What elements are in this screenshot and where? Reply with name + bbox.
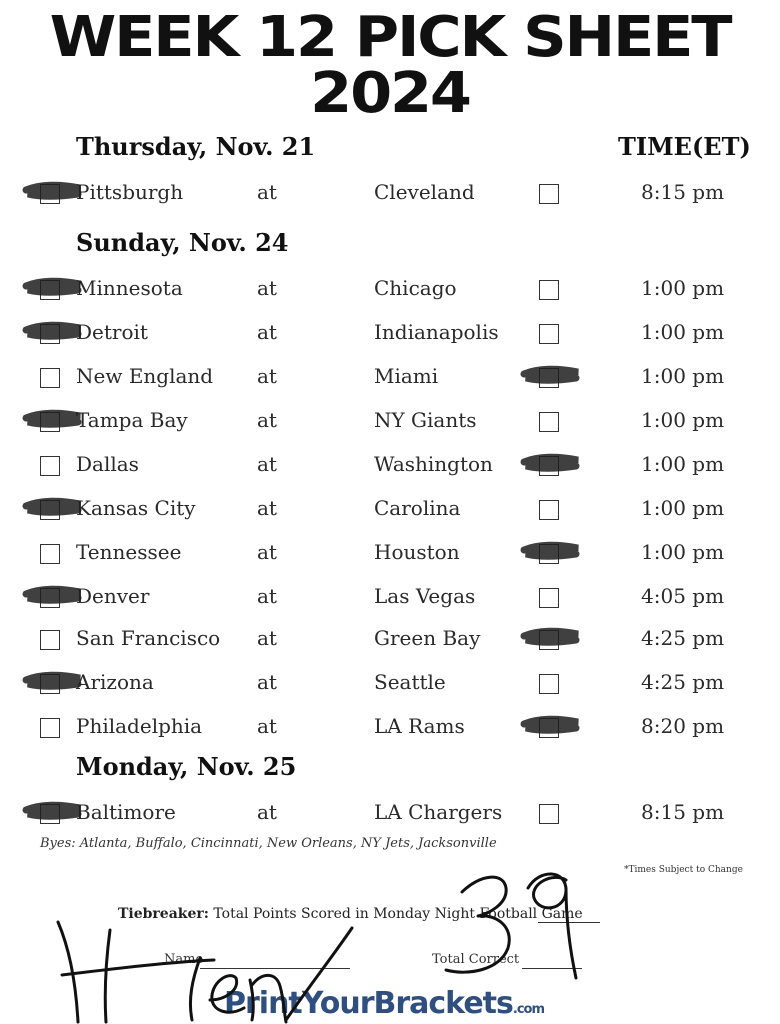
home-team: Chicago (374, 276, 457, 300)
game-time: 1:00 pm (641, 408, 725, 432)
home-pick-checkbox[interactable] (539, 184, 559, 204)
game-row (0, 796, 780, 832)
game-time: 4:25 pm (641, 670, 725, 694)
away-pick-checkbox[interactable] (40, 456, 60, 476)
tiebreaker-line (118, 906, 583, 922)
time-header: TIME(ET) (618, 132, 751, 161)
game-time: 8:20 pm (641, 714, 725, 738)
away-team: New England (76, 364, 214, 388)
home-team: Cleveland (374, 180, 475, 204)
away-team: Tennessee (76, 540, 182, 564)
home-pick-checkbox[interactable] (539, 324, 559, 344)
name-label: Name (164, 952, 204, 967)
home-pick-checkbox[interactable] (539, 674, 559, 694)
day-heading-thursday: Thursday, Nov. 21 (76, 132, 316, 161)
game-row (0, 536, 780, 572)
at-label: at (257, 496, 277, 520)
away-team: Dallas (76, 452, 139, 476)
at-label: at (257, 626, 277, 650)
pick-marker-scribble (20, 272, 90, 308)
game-time: 1:00 pm (641, 276, 725, 300)
away-team: Philadelphia (76, 714, 203, 738)
away-team: Detroit (76, 320, 148, 344)
away-team: Baltimore (76, 800, 176, 824)
home-pick-checkbox[interactable] (539, 500, 559, 520)
pick-marker-scribble (20, 404, 90, 440)
game-time: 1:00 pm (641, 496, 725, 520)
home-pick-checkbox[interactable] (539, 804, 559, 824)
game-row (0, 176, 780, 212)
game-time: 4:05 pm (641, 584, 725, 608)
brand-suffix: .com (512, 1002, 544, 1017)
game-row (0, 316, 780, 352)
home-team: Carolina (374, 496, 461, 520)
pick-marker-scribble (20, 666, 90, 702)
title-line-1: WEEK 12 PICK SHEET (49, 5, 731, 70)
game-row (0, 448, 780, 484)
times-note: *Times Subject to Change (624, 865, 743, 875)
game-row (0, 710, 780, 746)
game-row (0, 666, 780, 702)
at-label: at (257, 800, 277, 824)
pick-marker-scribble (20, 316, 90, 352)
title-line-2: 2024 (310, 61, 470, 126)
day-heading-sunday: Sunday, Nov. 24 (76, 228, 289, 257)
pick-marker-scribble (20, 580, 90, 616)
name-field[interactable] (200, 968, 350, 969)
game-row (0, 272, 780, 308)
pick-marker-scribble (518, 536, 588, 572)
away-team: Minnesota (76, 276, 183, 300)
day-heading-monday: Monday, Nov. 25 (76, 752, 297, 781)
game-time: 1:00 pm (641, 540, 725, 564)
tiebreaker-text: Total Points Scored in Monday Night Football Game (213, 906, 583, 922)
away-team: Kansas City (76, 496, 196, 520)
brand-logo (224, 986, 544, 1021)
game-time: 8:15 pm (641, 800, 725, 824)
pick-marker-scribble (518, 622, 588, 658)
game-time: 4:25 pm (641, 626, 725, 650)
home-team: Seattle (374, 670, 446, 694)
away-pick-checkbox[interactable] (40, 544, 60, 564)
pick-marker-scribble (518, 710, 588, 746)
tiebreaker-field[interactable] (538, 922, 600, 923)
home-team: LA Chargers (374, 800, 503, 824)
away-team: San Francisco (76, 626, 221, 650)
total-correct-label: Total Correct (432, 952, 520, 967)
at-label: at (257, 540, 277, 564)
game-row (0, 492, 780, 528)
home-team: Las Vegas (374, 584, 476, 608)
home-team: Indianapolis (374, 320, 499, 344)
at-label: at (257, 180, 277, 204)
game-row (0, 580, 780, 616)
away-team: Tampa Bay (76, 408, 188, 432)
tiebreaker-label: Tiebreaker: (118, 906, 209, 922)
pick-marker-scribble (518, 448, 588, 484)
away-pick-checkbox[interactable] (40, 368, 60, 388)
game-row (0, 404, 780, 440)
at-label: at (257, 452, 277, 476)
at-label: at (257, 714, 277, 738)
home-team: Miami (374, 364, 439, 388)
game-time: 1:00 pm (641, 452, 725, 476)
home-team: Washington (374, 452, 493, 476)
home-team: LA Rams (374, 714, 465, 738)
game-row (0, 360, 780, 396)
at-label: at (257, 670, 277, 694)
away-team: Denver (76, 584, 150, 608)
at-label: at (257, 364, 277, 388)
game-time: 8:15 pm (641, 180, 725, 204)
at-label: at (257, 276, 277, 300)
home-pick-checkbox[interactable] (539, 280, 559, 300)
pick-marker-scribble (518, 360, 588, 396)
pick-marker-scribble (20, 176, 90, 212)
home-team: Houston (374, 540, 460, 564)
at-label: at (257, 408, 277, 432)
brand-name: PrintYourBrackets (224, 986, 513, 1021)
home-pick-checkbox[interactable] (539, 588, 559, 608)
away-team: Arizona (76, 670, 154, 694)
home-pick-checkbox[interactable] (539, 412, 559, 432)
game-time: 1:00 pm (641, 320, 725, 344)
pick-marker-scribble (20, 492, 90, 528)
away-pick-checkbox[interactable] (40, 630, 60, 650)
home-team: Green Bay (374, 626, 481, 650)
pick-marker-scribble (20, 796, 90, 832)
game-row (0, 622, 780, 658)
away-team: Pittsburgh (76, 180, 184, 204)
game-time: 1:00 pm (641, 364, 725, 388)
total-correct-field[interactable] (522, 968, 582, 969)
at-label: at (257, 584, 277, 608)
away-pick-checkbox[interactable] (40, 718, 60, 738)
home-team: NY Giants (374, 408, 477, 432)
byes-text: Byes: Atlanta, Buffalo, Cincinnati, New Orleans, NY Jets, Jacksonville (40, 836, 497, 851)
at-label: at (257, 320, 277, 344)
